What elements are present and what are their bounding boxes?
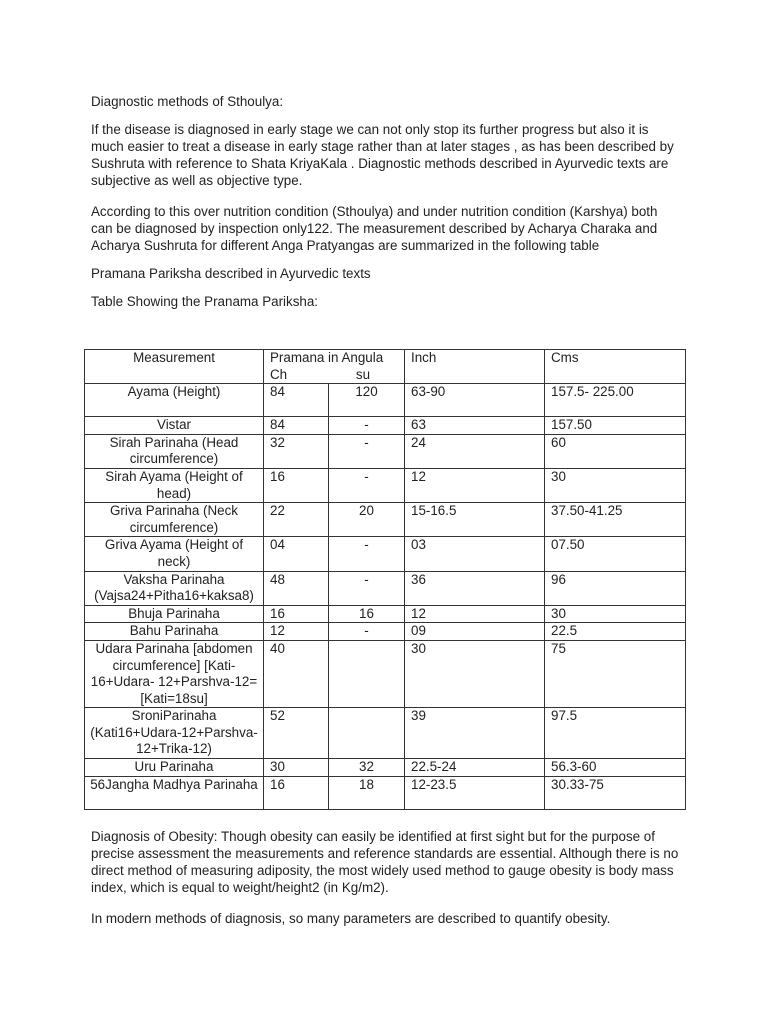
cell-inch: 12-23.5 — [405, 776, 545, 809]
cell-inch: 63 — [405, 417, 545, 435]
cell-inch: 09 — [405, 623, 545, 641]
pramana-table — [84, 349, 686, 810]
table-row — [85, 537, 686, 571]
table-row — [85, 571, 686, 605]
cell-inch: 30 — [405, 640, 545, 707]
cell-su: 18 — [329, 776, 405, 809]
header-inch: Inch — [405, 350, 545, 384]
cell-measurement: Bhuja Parinaha — [85, 605, 264, 623]
inspection-paragraph: According to this over nutrition condition (Sthoulya) and under nutrition condition (Karshya) both can be diagnosed by inspection only122. The measurement described by Acharya Charaka and Acharya Sushruta for different Anga Pratyangas are summarized in the following table — [91, 204, 658, 253]
cell-cms: 97.5 — [545, 708, 686, 759]
cell-ch: 52 — [264, 708, 329, 759]
cell-measurement: Sirah Ayama (Height of head) — [85, 468, 264, 502]
table-row — [85, 776, 686, 809]
cell-measurement: Griva Ayama (Height of neck) — [85, 537, 264, 571]
cell-su: - — [329, 571, 405, 605]
cell-ch: 12 — [264, 623, 329, 641]
cell-ch: 16 — [264, 468, 329, 502]
cell-cms: 157.5- 225.00 — [545, 384, 686, 417]
header-pramana-label: Pramana in Angula — [270, 350, 384, 365]
cell-cms: 75 — [545, 640, 686, 707]
table-header-row — [85, 350, 686, 384]
cell-cms: 22.5 — [545, 623, 686, 641]
cell-su: 32 — [329, 759, 405, 777]
cell-inch: 12 — [405, 468, 545, 502]
cell-measurement: 56Jangha Madhya Parinaha — [85, 776, 264, 809]
cell-measurement: Griva Parinaha (Neck circumference) — [85, 503, 264, 537]
header-measurement: Measurement — [85, 350, 264, 384]
cell-su: - — [329, 537, 405, 571]
cell-inch: 22.5-24 — [405, 759, 545, 777]
cell-su — [329, 640, 405, 707]
cell-inch: 03 — [405, 537, 545, 571]
cell-inch: 15-16.5 — [405, 503, 545, 537]
cell-ch: 40 — [264, 640, 329, 707]
cell-su — [329, 708, 405, 759]
cell-su: - — [329, 417, 405, 435]
cell-cms: 07.50 — [545, 537, 686, 571]
cell-ch: 84 — [264, 417, 329, 435]
header-su: su — [355, 366, 371, 382]
table-row — [85, 759, 686, 777]
table-row — [85, 623, 686, 641]
cell-inch: 12 — [405, 605, 545, 623]
cell-measurement: Ayama (Height) — [85, 384, 264, 417]
pramana-heading: Pramana Pariksha described in Ayurvedic texts — [91, 266, 371, 281]
cell-ch: 04 — [264, 537, 329, 571]
cell-cms: 30 — [545, 468, 686, 502]
table-row — [85, 417, 686, 435]
table-row — [85, 434, 686, 468]
cell-su: 120 — [329, 384, 405, 417]
cell-measurement: SroniParinaha (Kati16+Udara-12+Parshva-12+Trika-12) — [85, 708, 264, 759]
cell-ch: 32 — [264, 434, 329, 468]
cell-measurement: Sirah Parinaha (Head circumference) — [85, 434, 264, 468]
cell-cms: 30 — [545, 605, 686, 623]
header-ch: Ch — [270, 366, 288, 382]
intro-paragraph: If the disease is diagnosed in early stage we can not only stop its further progress but also it is much easier to treat a disease in early stage rather than at later stages , as has been described by Sushruta with reference to Shata KriyaKala . Diagnostic methods described in Ayurvedic texts are subjective as well as objective type. — [91, 122, 674, 188]
cell-cms: 56.3-60 — [545, 759, 686, 777]
cell-inch: 36 — [405, 571, 545, 605]
cell-su: - — [329, 434, 405, 468]
table-caption: Table Showing the Pranama Pariksha: — [91, 294, 319, 309]
section-title: Diagnostic methods of Sthoulya: — [91, 94, 284, 109]
table-row — [85, 468, 686, 502]
cell-su: 20 — [329, 503, 405, 537]
cell-cms: 60 — [545, 434, 686, 468]
cell-inch: 39 — [405, 708, 545, 759]
cell-cms: 37.50-41.25 — [545, 503, 686, 537]
cell-inch: 63-90 — [405, 384, 545, 417]
cell-measurement: Udara Parinaha [abdomen circumference] [Kati-16+Udara- 12+Parshva-12=[Kati=18su] — [85, 640, 264, 707]
header-cms: Cms — [545, 350, 686, 384]
table-row — [85, 605, 686, 623]
modern-methods-paragraph: In modern methods of diagnosis, so many parameters are described to quantify obesity. — [91, 911, 611, 926]
cell-inch: 24 — [405, 434, 545, 468]
cell-measurement: Vistar — [85, 417, 264, 435]
table-row — [85, 503, 686, 537]
obesity-paragraph: Diagnosis of Obesity: Though obesity can easily be identified at first sight but for the purpose of precise assessment the measurements and reference standards are essential. Although there is no direct method of measuring adiposity, the most widely used method to gauge obesity is body mass index, which is equal to weight/height2 (in Kg/m2). — [91, 829, 679, 895]
cell-ch: 22 — [264, 503, 329, 537]
cell-cms: 157.50 — [545, 417, 686, 435]
cell-measurement: Vaksha Parinaha (Vajsa24+Pitha16+kaksa8) — [85, 571, 264, 605]
cell-su: - — [329, 623, 405, 641]
cell-ch: 48 — [264, 571, 329, 605]
cell-measurement: Bahu Parinaha — [85, 623, 264, 641]
header-pramana — [264, 350, 405, 384]
cell-ch: 30 — [264, 759, 329, 777]
cell-cms: 96 — [545, 571, 686, 605]
table-row — [85, 384, 686, 417]
cell-su: - — [329, 468, 405, 502]
cell-ch: 84 — [264, 384, 329, 417]
cell-cms: 30.33-75 — [545, 776, 686, 809]
cell-ch: 16 — [264, 776, 329, 809]
cell-measurement: Uru Parinaha — [85, 759, 264, 777]
table-row — [85, 708, 686, 759]
table-row — [85, 640, 686, 707]
cell-ch: 16 — [264, 605, 329, 623]
cell-su: 16 — [329, 605, 405, 623]
